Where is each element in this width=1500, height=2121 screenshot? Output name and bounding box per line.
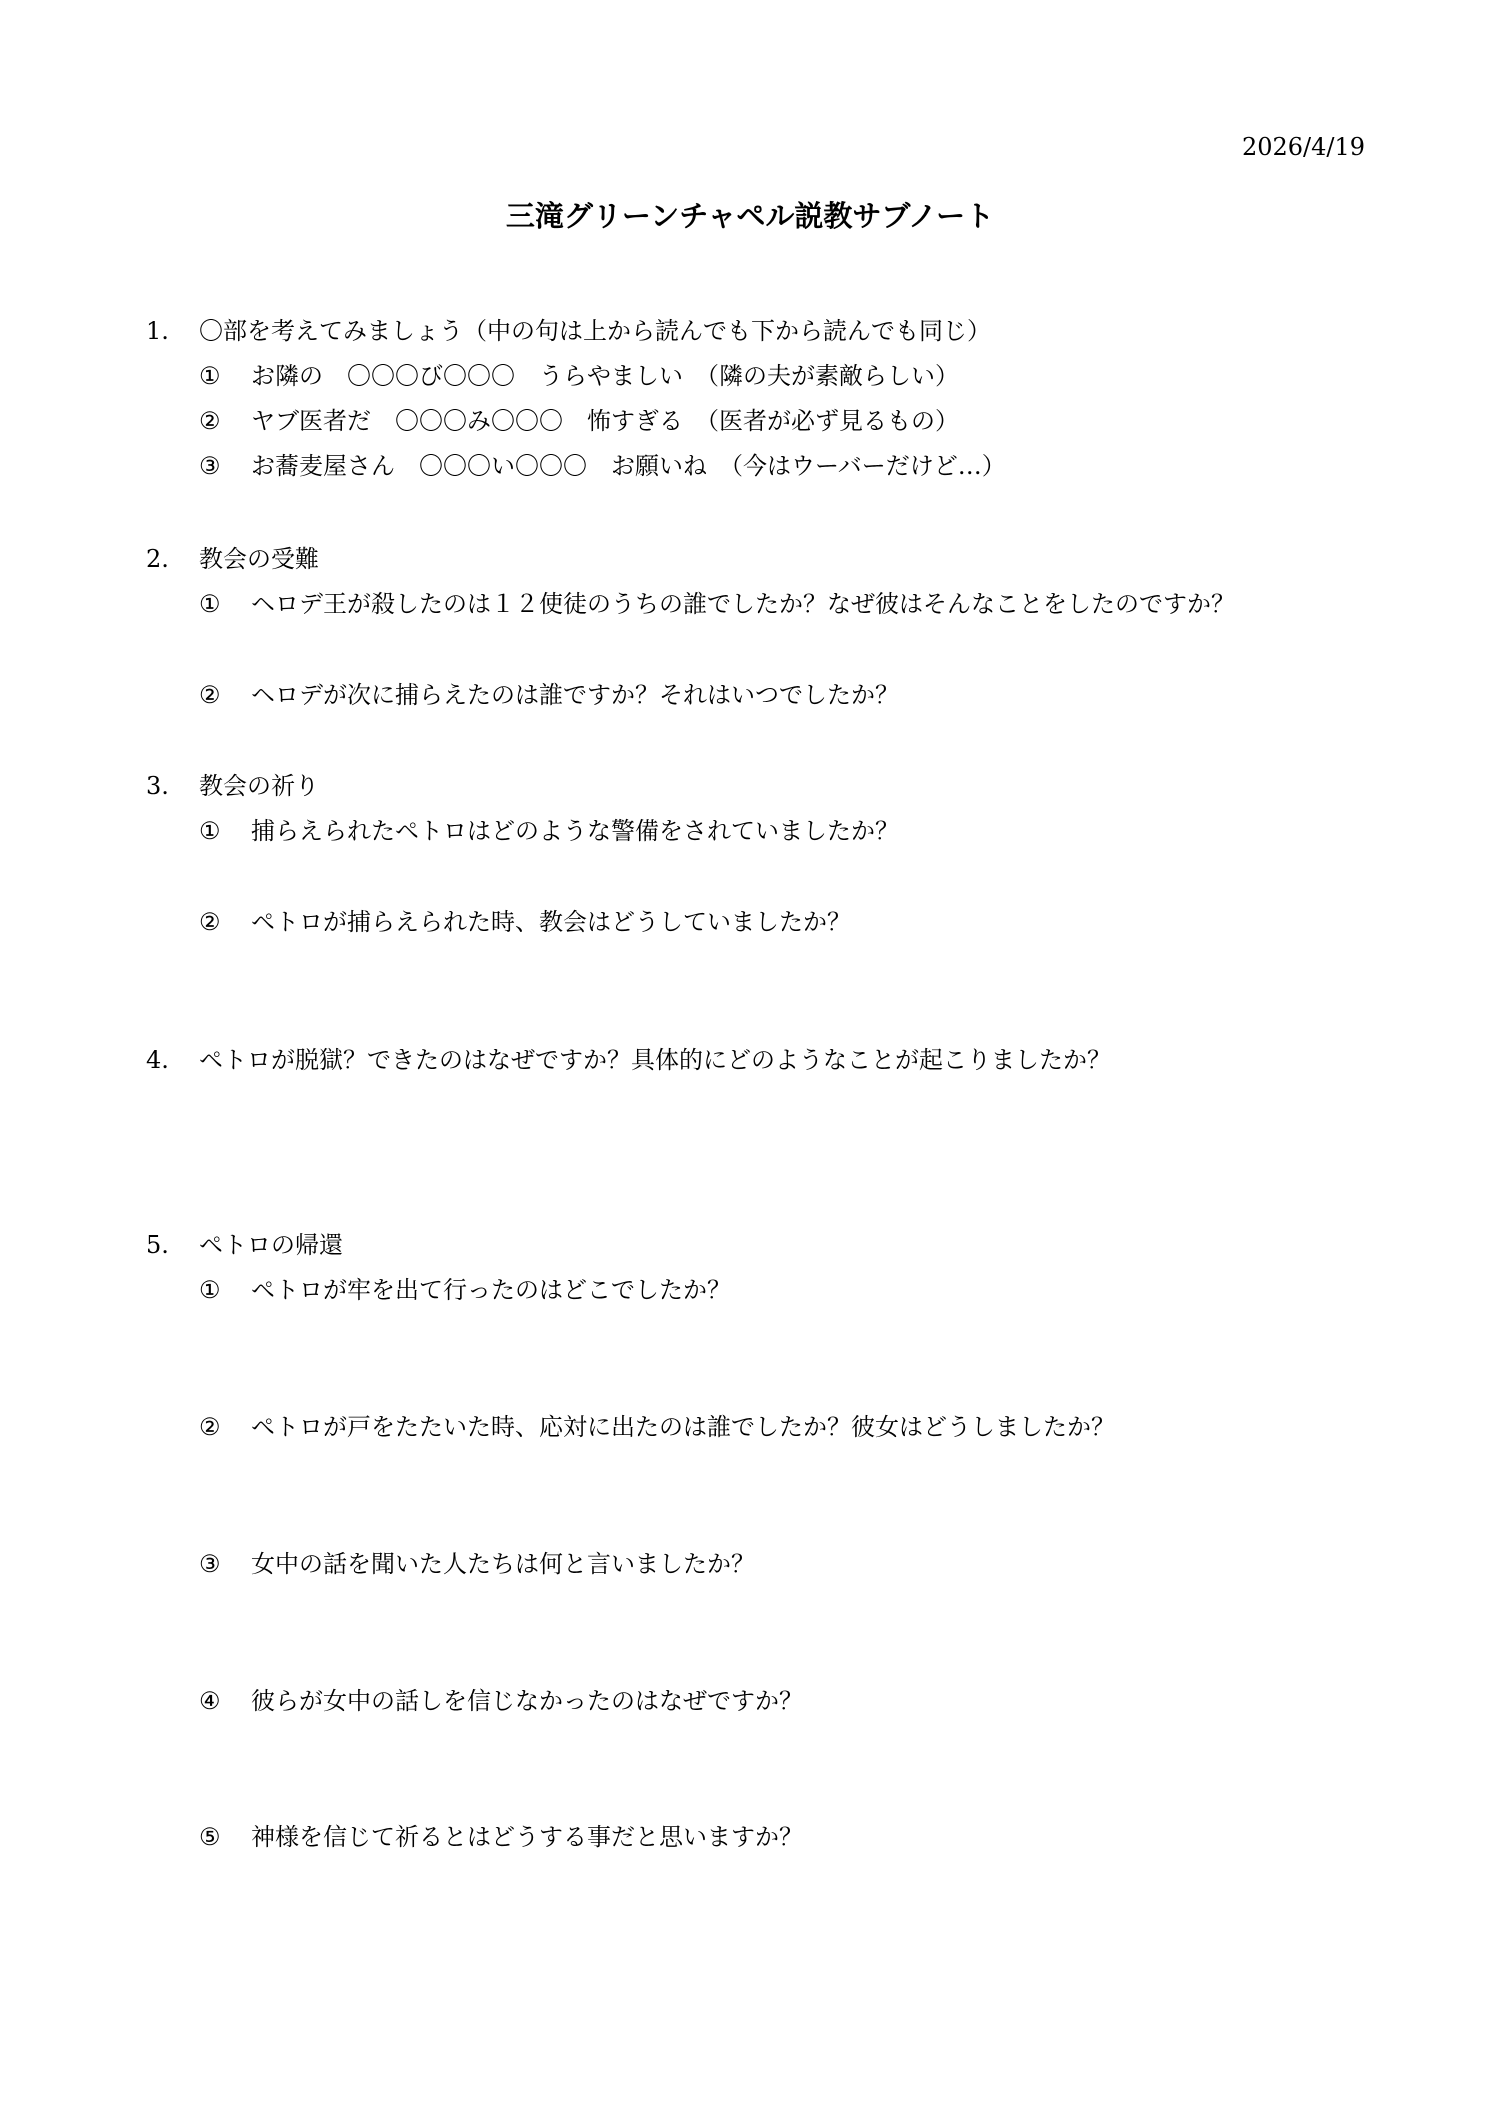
item-number: ② <box>199 407 221 435</box>
item-number: ② <box>199 1413 221 1441</box>
section-number: 1. <box>146 317 169 345</box>
item-text: お隣の 〇〇〇び〇〇〇 うらやましい （隣の夫が素敵らしい） <box>251 362 959 390</box>
item-text: 捕らえられたペトロはどのような警備をされていましたか？ <box>251 817 899 845</box>
item-number: ① <box>199 1276 221 1304</box>
item-text: ヘロデ王が殺したのは１２使徒のうちの誰でしたか？なぜ彼はそんなことをしたのですか？ <box>251 590 1235 618</box>
document-date: 2026/4/19 <box>1241 133 1365 161</box>
item-text: ヘロデが次に捕らえたのは誰ですか？それはいつでしたか？ <box>251 681 899 709</box>
section-heading: ペトロの帰還 <box>199 1231 343 1259</box>
section-number: 3. <box>146 772 169 800</box>
item-number: ③ <box>199 1550 221 1578</box>
item-text: ペトロが牢を出て行ったのはどこでしたか？ <box>251 1276 731 1304</box>
item-number: ④ <box>199 1687 221 1715</box>
item-text: 神様を信じて祈るとはどうする事だと思いますか？ <box>251 1823 803 1851</box>
item-text: ペトロが戸をたたいた時、応対に出たのは誰でしたか？彼女はどうしましたか？ <box>251 1413 1115 1441</box>
item-number: ③ <box>199 452 221 480</box>
item-number: ⑤ <box>199 1823 221 1851</box>
item-number: ① <box>199 590 221 618</box>
section-number: 2. <box>146 545 169 573</box>
section-heading: 教会の受難 <box>199 545 319 573</box>
item-text: 女中の話を聞いた人たちは何と言いましたか？ <box>251 1550 755 1578</box>
section-heading: ペトロが脱獄？できたのはなぜですか？具体的にどのようなことが起こりましたか？ <box>199 1046 1111 1074</box>
item-text: お蕎麦屋さん 〇〇〇い〇〇〇 お願いね （今はウーバーだけど…） <box>251 452 1006 480</box>
item-number: ② <box>199 908 221 936</box>
section-heading: 〇部を考えてみましょう（中の句は上から読んでも下から読んでも同じ） <box>199 317 991 345</box>
item-text: ヤブ医者だ 〇〇〇み〇〇〇 怖すぎる （医者が必ず見るもの） <box>251 407 959 435</box>
section-heading: 教会の祈り <box>199 772 319 800</box>
section-number: 5. <box>146 1231 169 1259</box>
item-number: ① <box>199 817 221 845</box>
item-number: ① <box>199 362 221 390</box>
item-text: 彼らが女中の話しを信じなかったのはなぜですか？ <box>251 1687 803 1715</box>
section-number: 4. <box>146 1046 169 1074</box>
item-number: ② <box>199 681 221 709</box>
document-title: 三滝グリーンチャペル説教サブノート <box>505 199 995 233</box>
item-text: ペトロが捕らえられた時、教会はどうしていましたか？ <box>251 908 851 936</box>
